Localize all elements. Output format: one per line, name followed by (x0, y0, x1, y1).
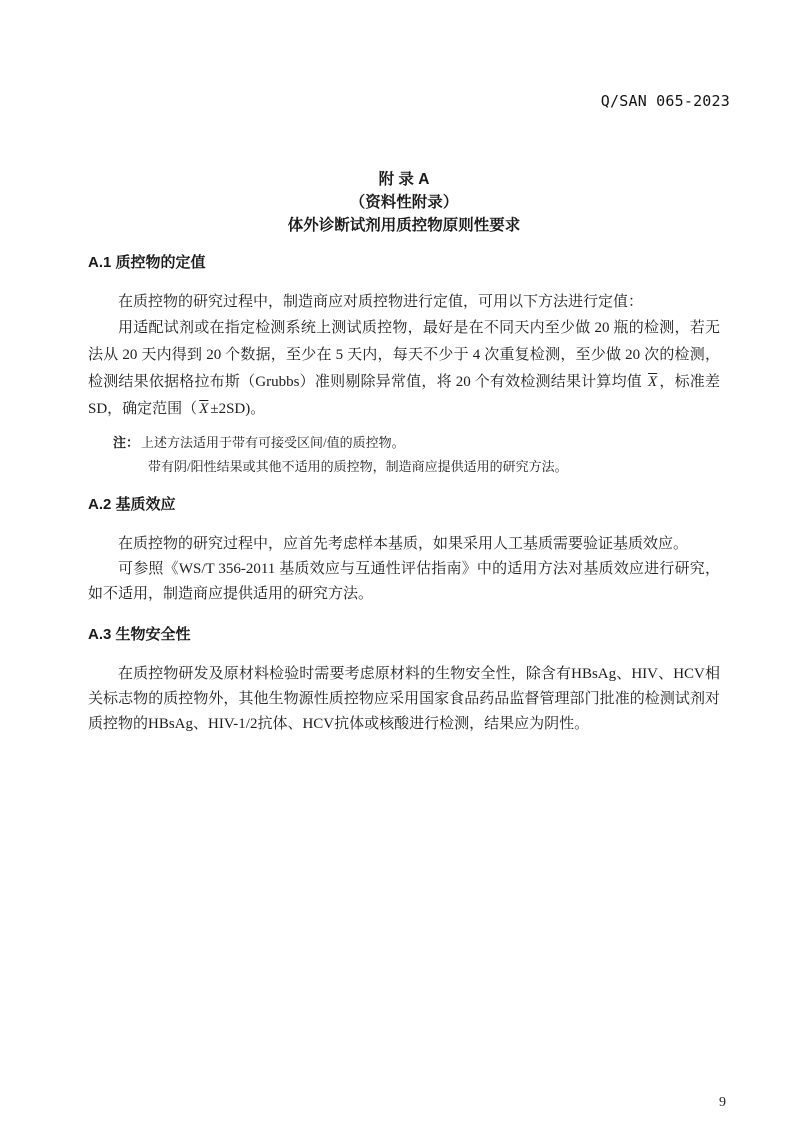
section-a1 (88, 253, 720, 479)
note-label: 注： (113, 435, 140, 450)
section-a3-paragraph-1: 在质控物研发及原材料检验时需要考虑原材料的生物安全性，除含有HBsAg、HIV、HCV相关标志物的质控物外，其他生物源性质控物应采用国家食品药品监督管理部门批准的检测试剂对质控物的HBsAg、HIV-1/2抗体、HCV抗体或核酸进行检测，结果应为阴性。 (88, 666, 720, 732)
section-a2-paragraph-1: 在质控物的研究过程中，应首先考虑样本基质，如果采用人工基质需要验证基质效应。 (118, 536, 689, 552)
note-line-1 (113, 431, 720, 455)
note-text: 上述方法适用于带有可接受区间/值的质控物。 (141, 435, 405, 450)
x-bar-symbol: $\overline{X}$ (199, 401, 209, 417)
paragraph-text: 用适配试剂或在指定检测系统上测试质控物，最好是在不同天内至少做 20 瓶的检测，若无法从 20 天内得到 20 个数据，至少在 5 天内，每天不少于 4 次重复检测，至少做 20 次的检测，检测结果依据格拉布斯（Grubbs）准则剔除异常值，将 20 个有效检测结果计算均值 (88, 320, 720, 390)
page-number: 9 (719, 1095, 726, 1110)
page-content (88, 168, 720, 737)
section-a1-heading: A.1 质控物的定值 (88, 254, 206, 271)
section-a3-heading: A.3 生物安全性 (88, 626, 191, 643)
doc-number: Q/SAN 065-2023 (600, 92, 730, 110)
appendix-title: 附 录 A (378, 171, 430, 188)
section-a3 (88, 625, 720, 737)
section-a2-heading: A.2 基质效应 (88, 496, 176, 513)
section-a1-paragraph-1: 在质控物的研究过程中，制造商应对质控物进行定值，可用以下方法进行定值： (118, 294, 644, 310)
note-line-2: 带有阴/阳性结果或其他不适用的质控物，制造商应提供适用的研究方法。 (148, 459, 568, 474)
section-a2 (88, 495, 720, 607)
appendix-title-block (88, 168, 720, 237)
appendix-subject: 体外诊断试剂用质控物原则性要求 (287, 217, 521, 234)
section-a2-paragraph-2: 可参照《WS/T 356-2011 基质效应与互通性评估指南》中的适用方法对基质效应进行研究，如不适用，制造商应提供适用的研究方法。 (88, 561, 720, 602)
x-bar-symbol: $\overline{X}$ (647, 374, 658, 390)
appendix-type: （资料性附录） (349, 194, 459, 211)
paragraph-text: ，标准差 SD，确定范围（ (88, 374, 720, 417)
note-block (113, 431, 720, 479)
section-a1-paragraph-2 (88, 315, 720, 423)
paragraph-text: ±2SD)。 (210, 401, 266, 417)
